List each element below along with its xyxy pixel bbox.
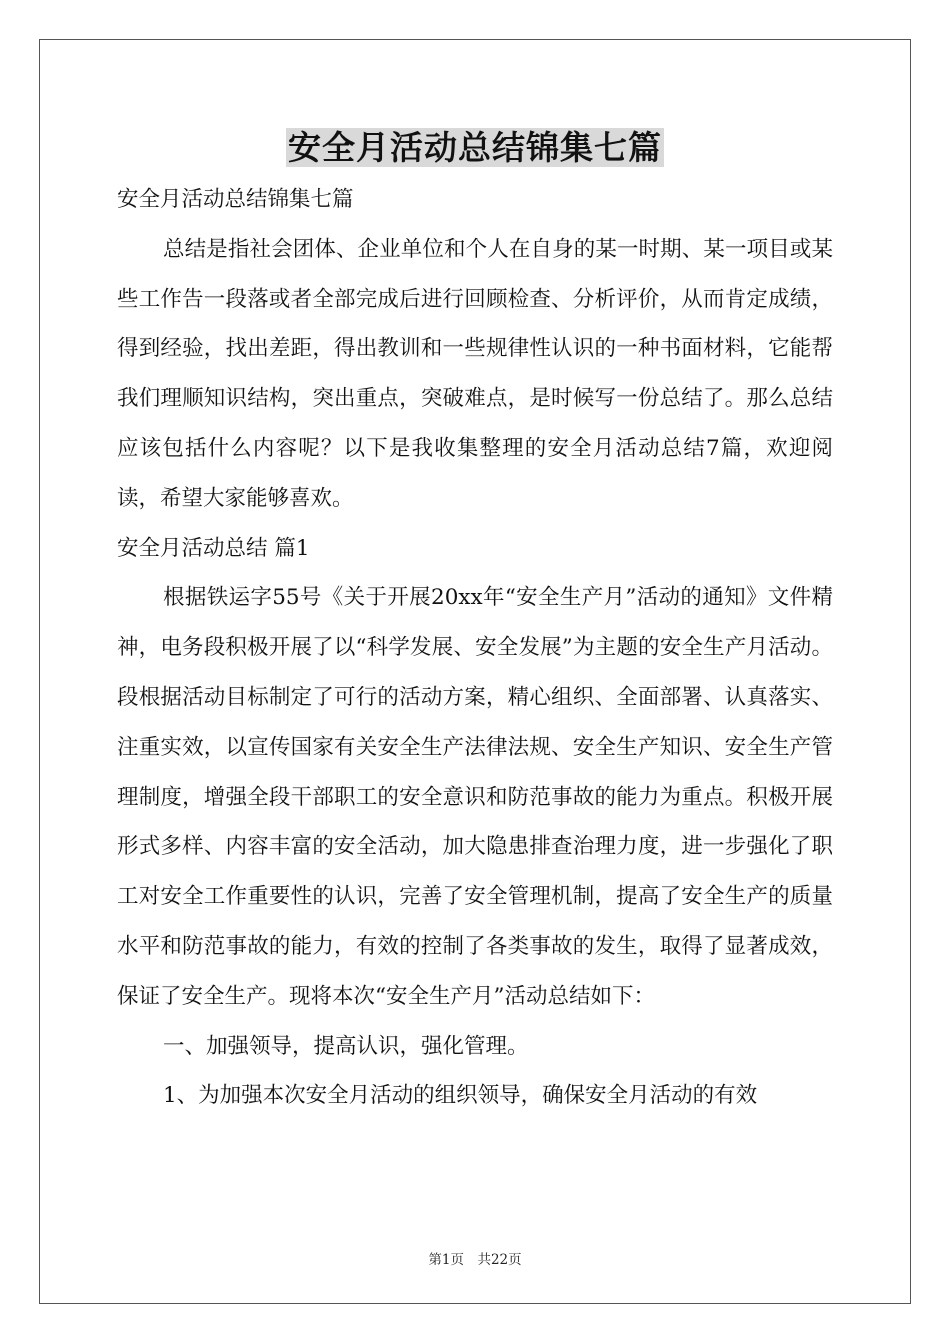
page-number-footer: 第1页 共22页 — [428, 1252, 522, 1268]
document-title: 安全月活动总结锦集七篇 — [288, 128, 662, 167]
section-paragraph: 1、为加强本次安全月活动的组织领导，确保安全月活动的有效 — [163, 1083, 758, 1109]
intro-paragraph: 总结是指社会团体、企业单位和个人在自身的某一时期、某一项目或某些工作告一段落或者全部完成后进行回顾检查、分析评价，从而肯定成绩，得到经验，找出差距，得出教训和一些规律性认识的一种书面材料，它能帮我们理顺知识结构，突出重点，突破难点，是时候写一份总结了。那么总结应该包括什么内容呢？以下是我收集整理的安全月活动总结7篇，欢迎阅读，希望大家能够喜欢。 — [117, 236, 833, 511]
section-heading: 安全月活动总结 篇1 — [117, 535, 310, 561]
document-title-container — [0, 126, 950, 170]
document-subtitle: 安全月活动总结锦集七篇 — [117, 187, 354, 212]
section-paragraph: 根据铁运字55号《关于开展20xx年“安全生产月”活动的通知》文件精神，电务段积极开展了以“科学发展、安全发展”为主题的安全生产月活动。段根据活动目标制定了可行的活动方案，精心组织、全面部署、认真落实、注重实效，以宣传国家有关安全生产法律法规、安全生产知识、安全生产管理制度，增强全段干部职工的安全意识和防范事故的能力为重点。积极开展形式多样、内容丰富的安全活动，加大隐患排查治理力度，进一步强化了职工对安全工作重要性的认识，完善了安全管理机制，提高了安全生产的质量水平和防范事故的能力，有效的控制了各类事故的发生，取得了显著成效，保证了安全生产。现将本次“安全生产月”活动总结如下： — [117, 585, 833, 1009]
section-subheading: 一、加强领导，提高认识，强化管理。 — [163, 1033, 529, 1059]
document-body — [117, 175, 833, 1121]
